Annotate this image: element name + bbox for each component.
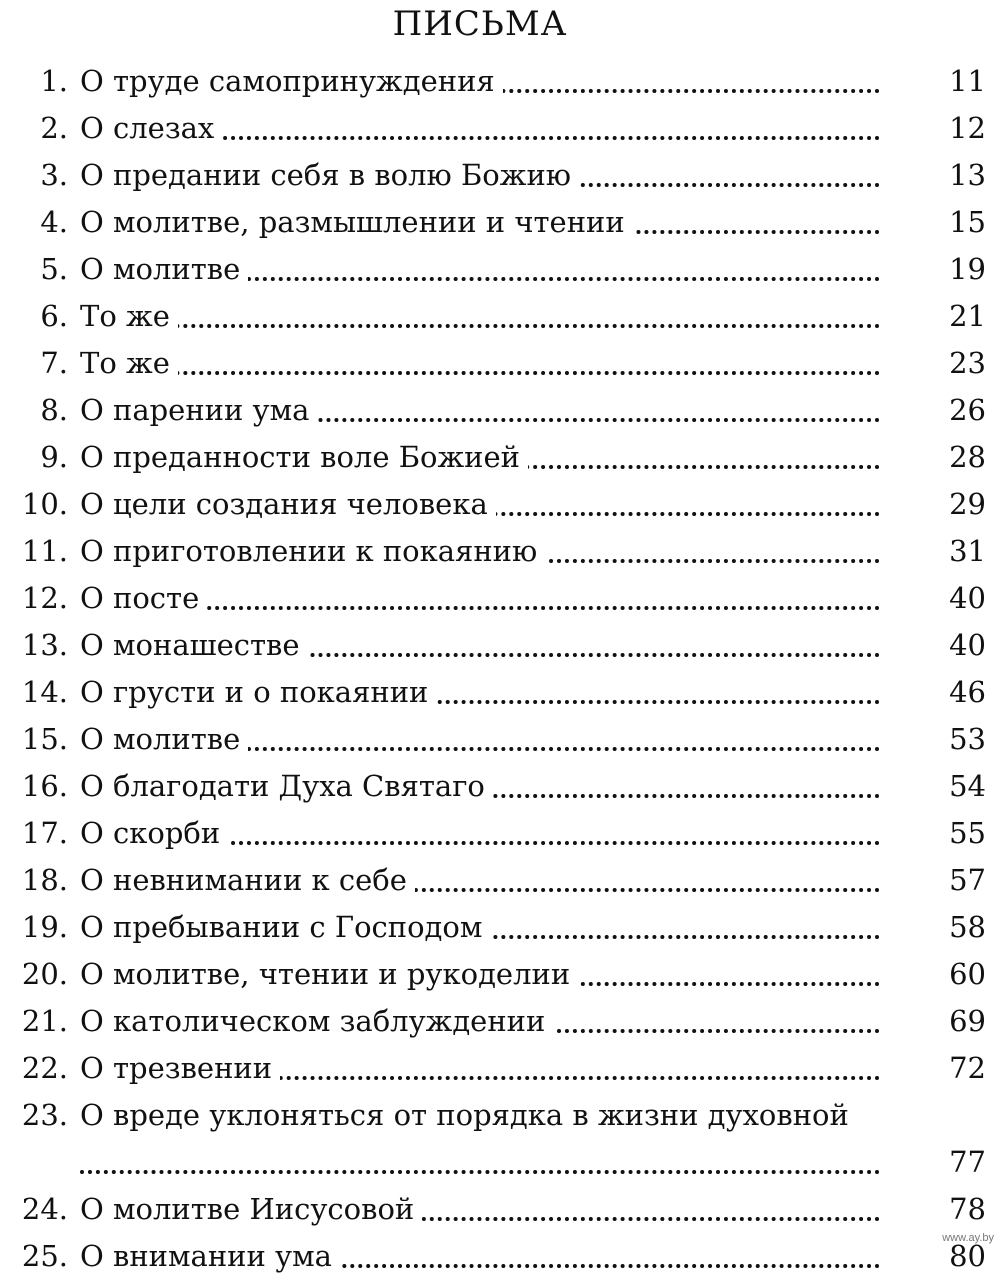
toc-entry-page-number: 54 xyxy=(949,769,986,803)
toc-entry-text xyxy=(80,58,880,105)
toc-entry-page-number: 21 xyxy=(949,299,986,333)
toc-entry-text xyxy=(80,105,880,152)
toc-entry-number: 23. xyxy=(21,1098,68,1132)
toc-entry-page-number: 60 xyxy=(949,957,986,991)
toc-entry-number: 24. xyxy=(21,1192,68,1226)
toc-entry xyxy=(0,1233,1000,1280)
toc-entry-title: О посте xyxy=(80,581,207,615)
toc-entry-text xyxy=(80,622,880,669)
toc-entry-title: О приготовлении к покаянию xyxy=(80,534,545,568)
watermark: www.ay.by xyxy=(942,1232,994,1244)
toc-entry-text xyxy=(80,246,880,293)
toc-entry xyxy=(0,246,1000,293)
toc-entry-title: О молитве, чтении и рукоделии xyxy=(80,957,578,991)
toc-entry xyxy=(0,58,1000,105)
page-title: ПИСЬМА xyxy=(392,4,568,44)
toc-entry-title: О труде самопринуждения xyxy=(80,64,503,98)
toc-entry-number: 18. xyxy=(21,863,68,897)
toc-entry-page-number: 12 xyxy=(949,111,986,145)
toc-entry-title: О скорби xyxy=(80,816,228,850)
toc-entry-title: О парении ума xyxy=(80,393,317,427)
toc-entry-text xyxy=(80,1233,880,1280)
toc-entry-title: О грусти и о покаянии xyxy=(80,675,436,709)
toc-entry xyxy=(0,998,1000,1045)
toc-entry-number: 10. xyxy=(21,487,68,521)
toc-entry-number: 20. xyxy=(21,957,68,991)
toc-entry-page-number: 80 xyxy=(949,1239,986,1273)
toc-entry-text xyxy=(80,810,880,857)
toc-entry-page-number: 58 xyxy=(949,910,986,944)
toc-entry-title: О вреде уклоняться от порядка в жизни духовной xyxy=(80,1098,857,1132)
toc-entry-text xyxy=(80,904,880,951)
toc-entry-number: 16. xyxy=(21,769,68,803)
toc-entry-page-number: 28 xyxy=(949,440,986,474)
toc-entry xyxy=(0,951,1000,998)
toc-entry-title: О внимании ума xyxy=(80,1239,340,1273)
toc-entry-title: О благодати Духа Святаго xyxy=(80,769,493,803)
toc-entry-title: О молитве, размышлении и чтении xyxy=(80,205,633,239)
toc-entry-text xyxy=(80,998,880,1045)
toc-entry-page-number: 15 xyxy=(949,205,986,239)
toc-entry-text xyxy=(80,1186,880,1233)
toc-entry-number: 15. xyxy=(21,722,68,756)
toc-entry-number: 22. xyxy=(21,1051,68,1085)
toc-entry-page-number: 55 xyxy=(949,816,986,850)
toc-entry xyxy=(0,622,1000,669)
toc-entry xyxy=(0,481,1000,528)
toc-entry-text xyxy=(80,293,880,340)
toc-entry-title: О слезах xyxy=(80,111,222,145)
toc-entry-text xyxy=(80,951,880,998)
toc-entry-page-number: 46 xyxy=(949,675,986,709)
toc-entry-number: 3. xyxy=(40,158,68,192)
toc-entry-page-number: 31 xyxy=(949,534,986,568)
toc-entry xyxy=(0,904,1000,951)
toc-entry-number: 13. xyxy=(21,628,68,662)
toc-entry-title: То же xyxy=(80,346,178,380)
toc-entry-title: О молитве xyxy=(80,252,248,286)
toc-entry xyxy=(0,105,1000,152)
toc-entry-page-number: 40 xyxy=(949,628,986,662)
toc-entry-title: О католическом заблуждении xyxy=(80,1004,553,1038)
toc-entry-page-number: 53 xyxy=(949,722,986,756)
toc-entry xyxy=(0,293,1000,340)
toc-entry-text xyxy=(80,152,880,199)
toc-entry-page-number: 23 xyxy=(949,346,986,380)
dot-leader xyxy=(80,1170,880,1174)
toc-entry-text xyxy=(80,716,880,763)
toc-entry xyxy=(0,575,1000,622)
toc-entry-title: О цели создания человека xyxy=(80,487,496,521)
toc-entry-title: О предании себя в волю Божию xyxy=(80,158,579,192)
toc-entry-title: О преданности воле Божией xyxy=(80,440,528,474)
toc-entry-page-number: 26 xyxy=(949,393,986,427)
table-of-contents xyxy=(0,58,1000,1280)
toc-entry-number: 25. xyxy=(21,1239,68,1273)
toc-entry-number: 12. xyxy=(21,581,68,615)
toc-entry-text xyxy=(80,669,880,716)
dot-leader xyxy=(80,371,880,375)
toc-entry xyxy=(0,716,1000,763)
toc-entry-number: 9. xyxy=(40,440,68,474)
toc-entry-number: 21. xyxy=(21,1004,68,1038)
toc-entry-title: О молитве xyxy=(80,722,248,756)
toc-entry-title: О молитве Иисусовой xyxy=(80,1192,422,1226)
dot-leader xyxy=(80,324,880,328)
toc-entry-text xyxy=(80,434,880,481)
toc-entry-number: 4. xyxy=(40,205,68,239)
toc-entry-page-number: 69 xyxy=(949,1004,986,1038)
toc-entry xyxy=(0,1045,1000,1092)
toc-entry xyxy=(0,1092,1000,1186)
toc-entry-number: 5. xyxy=(40,252,68,286)
toc-entry-number: 2. xyxy=(40,111,68,145)
toc-entry-page-number: 72 xyxy=(949,1051,986,1085)
toc-entry-text xyxy=(80,857,880,904)
toc-entry-page-number: 11 xyxy=(949,64,986,98)
toc-entry xyxy=(0,434,1000,481)
toc-entry-number: 6. xyxy=(40,299,68,333)
toc-entry-page-number: 29 xyxy=(949,487,986,521)
toc-entry xyxy=(0,387,1000,434)
toc-entry-page-number: 13 xyxy=(949,158,986,192)
toc-entry-number: 19. xyxy=(21,910,68,944)
toc-entry xyxy=(0,528,1000,575)
toc-entry-text xyxy=(80,199,880,246)
toc-entry xyxy=(0,810,1000,857)
toc-entry-number: 1. xyxy=(40,64,68,98)
toc-entry-text xyxy=(80,1045,880,1092)
toc-entry-text xyxy=(80,763,880,810)
toc-entry xyxy=(0,1186,1000,1233)
toc-entry-page-number: 19 xyxy=(949,252,986,286)
toc-entry xyxy=(0,857,1000,904)
toc-entry-page-number: 77 xyxy=(949,1145,986,1179)
toc-entry xyxy=(0,199,1000,246)
toc-entry-page-number: 40 xyxy=(949,581,986,615)
toc-entry xyxy=(0,763,1000,810)
toc-entry-text xyxy=(80,481,880,528)
toc-entry-number: 7. xyxy=(40,346,68,380)
toc-entry xyxy=(0,152,1000,199)
toc-entry-title: То же xyxy=(80,299,178,333)
toc-entry xyxy=(0,340,1000,387)
toc-entry-title: О невнимании к себе xyxy=(80,863,415,897)
toc-entry-page-number: 57 xyxy=(949,863,986,897)
toc-entry-title: О монашестве xyxy=(80,628,308,662)
toc-entry-number: 14. xyxy=(21,675,68,709)
toc-entry xyxy=(0,669,1000,716)
toc-entry-title: О трезвении xyxy=(80,1051,280,1085)
toc-entry-number: 17. xyxy=(21,816,68,850)
toc-entry-text xyxy=(80,1092,880,1186)
toc-entry-text xyxy=(80,528,880,575)
toc-entry-title: О пребывании с Господом xyxy=(80,910,490,944)
toc-entry-page-number: 78 xyxy=(949,1192,986,1226)
toc-entry-text xyxy=(80,575,880,622)
toc-entry-number: 8. xyxy=(40,393,68,427)
toc-entry-text xyxy=(80,387,880,434)
toc-entry-text xyxy=(80,340,880,387)
toc-entry-number: 11. xyxy=(21,534,68,568)
